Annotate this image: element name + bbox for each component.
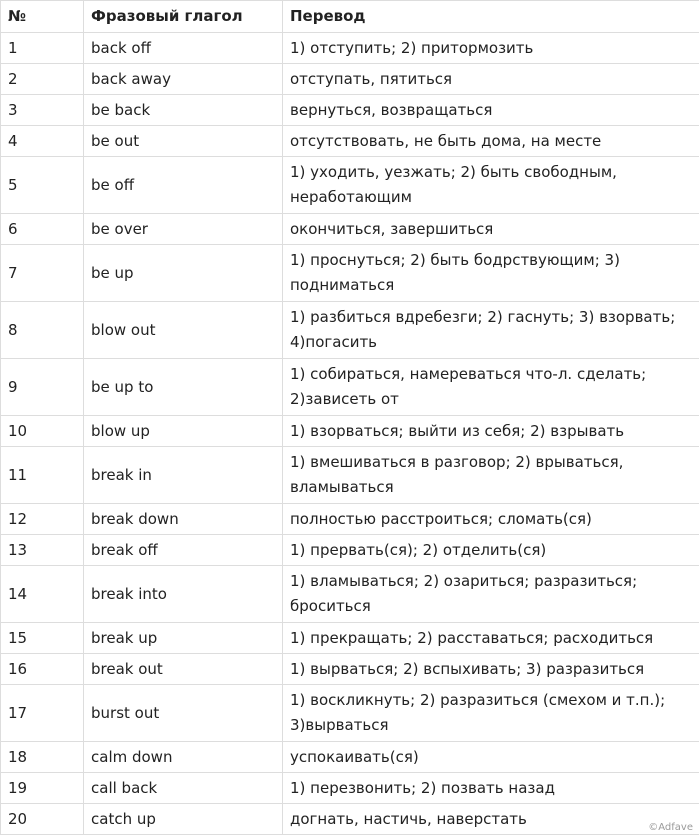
table-body	[1, 33, 699, 835]
row-verb: break down	[84, 504, 283, 535]
row-num: 12	[1, 504, 84, 535]
header-translation: Перевод	[283, 1, 699, 33]
table-row	[1, 447, 699, 504]
row-translation: 1) вмешиваться в разговор; 2) врываться, вламываться	[283, 447, 699, 504]
row-num: 2	[1, 64, 84, 95]
row-num: 3	[1, 95, 84, 126]
row-verb: burst out	[84, 685, 283, 742]
table-header	[1, 1, 699, 33]
row-verb: be off	[84, 157, 283, 214]
row-num: 16	[1, 654, 84, 685]
row-translation: догнать, настичь, наверстать	[283, 804, 699, 835]
row-translation: 1) разбиться вдребезги; 2) гаснуть; 3) взорвать; 4)погасить	[283, 302, 699, 359]
table-row	[1, 623, 699, 654]
table-row	[1, 773, 699, 804]
row-verb: back away	[84, 64, 283, 95]
row-num: 11	[1, 447, 84, 504]
table-row	[1, 416, 699, 447]
header-verb: Фразовый глагол	[84, 1, 283, 33]
row-verb: break out	[84, 654, 283, 685]
row-verb: break in	[84, 447, 283, 504]
row-verb: call back	[84, 773, 283, 804]
row-num: 15	[1, 623, 84, 654]
row-verb: break up	[84, 623, 283, 654]
row-verb: blow up	[84, 416, 283, 447]
row-verb: back off	[84, 33, 283, 64]
row-num: 4	[1, 126, 84, 157]
row-num: 5	[1, 157, 84, 214]
row-translation: окончиться, завершиться	[283, 214, 699, 245]
row-num: 8	[1, 302, 84, 359]
row-num: 17	[1, 685, 84, 742]
table-row	[1, 359, 699, 416]
watermark: ©Adfave	[648, 822, 693, 833]
row-num: 18	[1, 742, 84, 773]
row-num: 13	[1, 535, 84, 566]
table-row	[1, 33, 699, 64]
row-num: 20	[1, 804, 84, 835]
row-verb: be up	[84, 245, 283, 302]
table-row	[1, 566, 699, 623]
table-row	[1, 245, 699, 302]
row-translation: отсутствовать, не быть дома, на месте	[283, 126, 699, 157]
table-row	[1, 504, 699, 535]
row-verb: blow out	[84, 302, 283, 359]
row-num: 1	[1, 33, 84, 64]
table-row	[1, 95, 699, 126]
row-verb: calm down	[84, 742, 283, 773]
row-translation: вернуться, возвращаться	[283, 95, 699, 126]
header-row	[1, 1, 699, 33]
table-row	[1, 804, 699, 835]
row-verb: be back	[84, 95, 283, 126]
table-row	[1, 214, 699, 245]
row-translation: 1) прервать(ся); 2) отделить(ся)	[283, 535, 699, 566]
table-row	[1, 157, 699, 214]
row-verb: break into	[84, 566, 283, 623]
table-row	[1, 685, 699, 742]
row-translation: 1) отступить; 2) притормозить	[283, 33, 699, 64]
row-translation: 1) взорваться; выйти из себя; 2) взрывать	[283, 416, 699, 447]
row-translation: полностью расстроиться; сломать(ся)	[283, 504, 699, 535]
row-num: 14	[1, 566, 84, 623]
row-verb: be out	[84, 126, 283, 157]
row-num: 6	[1, 214, 84, 245]
row-translation: 1) перезвонить; 2) позвать назад	[283, 773, 699, 804]
table-row	[1, 126, 699, 157]
row-translation: 1) проснуться; 2) быть бодрствующим; 3) подниматься	[283, 245, 699, 302]
row-translation: 1) прекращать; 2) расставаться; расходиться	[283, 623, 699, 654]
row-translation: успокаивать(ся)	[283, 742, 699, 773]
table-row	[1, 64, 699, 95]
row-verb: break off	[84, 535, 283, 566]
row-translation: отступать, пятиться	[283, 64, 699, 95]
row-translation: 1) вырваться; 2) вспыхивать; 3) разразиться	[283, 654, 699, 685]
table-row	[1, 535, 699, 566]
row-translation: 1) собираться, намереваться что-л. сделать; 2)зависеть от	[283, 359, 699, 416]
table-row	[1, 654, 699, 685]
row-num: 10	[1, 416, 84, 447]
table-row	[1, 742, 699, 773]
row-verb: be over	[84, 214, 283, 245]
row-translation: 1) уходить, уезжать; 2) быть свободным, неработающим	[283, 157, 699, 214]
row-num: 7	[1, 245, 84, 302]
row-translation: 1) воскликнуть; 2) разразиться (смехом и т.п.); 3)вырваться	[283, 685, 699, 742]
row-verb: catch up	[84, 804, 283, 835]
row-translation: 1) вламываться; 2) озариться; разразиться; броситься	[283, 566, 699, 623]
header-num: №	[1, 1, 84, 33]
row-verb: be up to	[84, 359, 283, 416]
row-num: 19	[1, 773, 84, 804]
table-row	[1, 302, 699, 359]
row-num: 9	[1, 359, 84, 416]
